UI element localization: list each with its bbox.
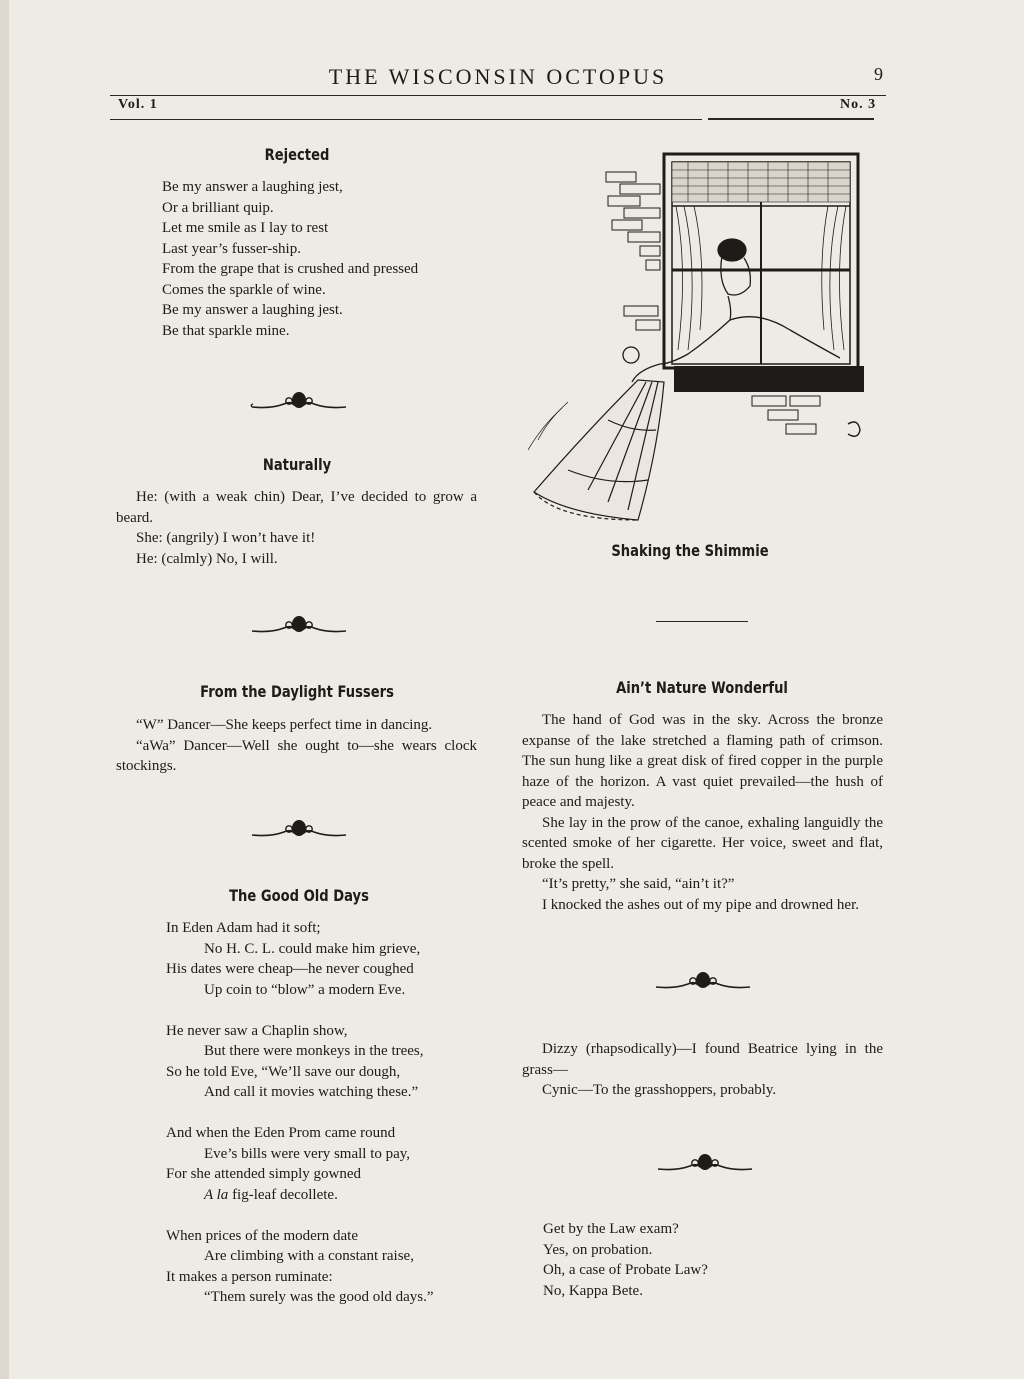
poem-stanza (166, 1123, 434, 1205)
volume-label: Vol. 1 (118, 97, 158, 112)
good-old-days-poem (166, 918, 434, 1308)
poem-line: He never saw a Chaplin show, (166, 1022, 348, 1039)
poem-line: “Them surely was the good old days.” (204, 1289, 434, 1305)
poem-line: Last year’s fusser-ship. (162, 240, 301, 257)
ornament-divider (250, 818, 348, 840)
law-joke (543, 1219, 708, 1301)
poem-stanza (166, 1226, 434, 1308)
poem-line: It makes a person ruminate: (166, 1268, 333, 1285)
flowing-skirt (528, 380, 664, 520)
rejected-poem (162, 177, 418, 341)
window-shade (672, 162, 850, 202)
poem-line: Or a brilliant quip. (162, 199, 274, 216)
good-old-days-title: The Good Old Days (229, 886, 369, 905)
poem-line: And call it movies watching these.” (204, 1084, 419, 1100)
page-gutter (0, 0, 9, 1379)
header-rule-bottom-right (708, 118, 874, 120)
daylight-text (116, 715, 477, 777)
section-rule (656, 621, 748, 622)
story-paragraph: The hand of God was in the sky. Across the bronze expanse of the lake stretched a flaming path of crimson. The sun hung like a great disk of fired copper in the purple haze of the horizon. A vast quiet prevailed—the hush of peace and majesty. (522, 712, 883, 810)
header-rule-top (110, 95, 886, 96)
ornament-divider (250, 390, 348, 412)
dialogue-line: “aWa” Dancer—Well she ought to—she wears clock stockings. (116, 737, 477, 774)
joke-line: No, Kappa Bete. (543, 1282, 643, 1299)
joke-line: Get by the Law exam? (543, 1221, 679, 1237)
story-paragraph: I knocked the ashes out of my pipe and drowned her. (542, 896, 859, 913)
poem-line: In Eden Adam had it soft; (166, 920, 321, 936)
nature-story (522, 710, 883, 915)
rejected-title: Rejected (264, 145, 330, 164)
dizzy-joke (522, 1039, 883, 1101)
joke-line: Cynic—To the grasshoppers, probably. (542, 1082, 777, 1098)
poem-line: From the grape that is crushed and pressed (162, 261, 419, 277)
poem-line: For she attended simply gowned (166, 1166, 361, 1182)
illustration-caption: Shaking the Shimmie (611, 541, 769, 560)
poem-line: Are climbing with a constant raise, (204, 1248, 414, 1264)
dialogue-line: She: (angrily) I won’t have it! (136, 530, 316, 546)
dialogue-line: He: (with a weak chin) Dear, I’ve decided to grow a beard. (116, 489, 477, 526)
dialogue-line: He: (calmly) No, I will. (136, 550, 278, 567)
poem-line: So he told Eve, “We’ll save our dough, (166, 1063, 401, 1080)
poem-line: His dates were cheap—he never coughed (166, 961, 414, 977)
ornament-divider (654, 970, 752, 992)
poem-line: No H. C. L. could make him grieve, (204, 940, 421, 957)
joke-line: Yes, on probation. (543, 1241, 653, 1258)
poem-line: Be my answer a laughing jest, (162, 179, 343, 195)
header-rule-bottom (110, 119, 702, 120)
page-number: 9 (874, 64, 883, 84)
poem-stanza (166, 1021, 434, 1103)
story-paragraph: “It’s pretty,” she said, “ain’t it?” (542, 876, 735, 892)
window-sill (674, 366, 864, 392)
poem-stanza (166, 918, 434, 1000)
shimmie-illustration (528, 150, 878, 530)
poem-line: Be my answer a laughing jest. (162, 302, 343, 318)
joke-line: Dizzy (rhapsodically)—I found Beatrice lying in the grass— (522, 1041, 883, 1078)
naturally-dialogue (116, 487, 477, 569)
daylight-title: From the Daylight Fussers (200, 682, 394, 701)
naturally-title: Naturally (262, 455, 332, 474)
ornament-divider (656, 1152, 754, 1174)
ornament-divider (250, 614, 348, 636)
poem-line: But there were monkeys in the trees, (204, 1043, 424, 1059)
joke-line: Oh, a case of Probate Law? (543, 1262, 708, 1278)
poem-line: Eve’s bills were very small to pay, (204, 1145, 411, 1162)
poem-line: Let me smile as I lay to rest (162, 220, 329, 236)
dialogue-line: “W” Dancer—She keeps perfect time in dancing. (136, 717, 433, 733)
poem-line: A la fig-leaf decollete. (204, 1186, 338, 1203)
poem-line: Be that sparkle mine. (162, 322, 290, 339)
issue-number: No. 3 (840, 97, 877, 112)
poem-line: Comes the sparkle of wine. (162, 281, 326, 298)
masthead-title: THE WISCONSIN OCTOPUS (328, 64, 668, 89)
nature-title: Ain’t Nature Wonderful (616, 678, 788, 697)
poem-line: When prices of the modern date (166, 1227, 359, 1244)
poem-line: Up coin to “blow” a modern Eve. (204, 981, 406, 998)
story-paragraph: She lay in the prow of the canoe, exhaling languidly the scented smoke of her cigarette. Her voice, sweet and flat, broke the spell. (522, 814, 883, 872)
poem-line: And when the Eden Prom came round (166, 1125, 396, 1141)
